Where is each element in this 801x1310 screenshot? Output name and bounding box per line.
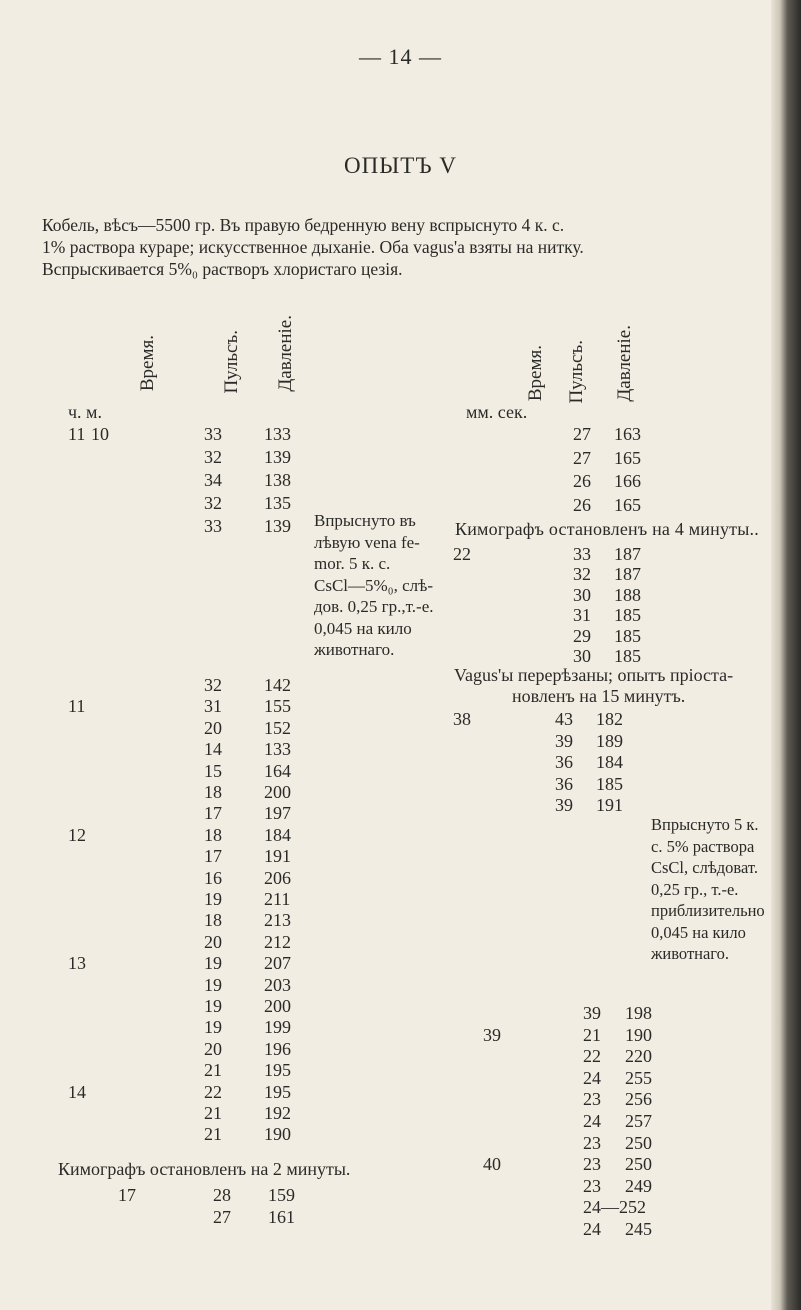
right-header-time: Время. — [525, 345, 546, 402]
pressure-cell: 165 — [614, 447, 641, 468]
pressure-cell: 161 — [268, 1206, 295, 1227]
pressure-cell: 133 — [264, 424, 291, 444]
pressure-cell: 190 — [625, 1024, 652, 1045]
intro-paragraph — [42, 214, 772, 280]
pressure-cell: 250 — [625, 1154, 652, 1175]
pressure-cell: 196 — [264, 1038, 291, 1059]
pressure-cell: 250 — [625, 1132, 652, 1153]
pulse-cell: 21 — [204, 1060, 222, 1081]
pulse-cell: 39 — [555, 795, 573, 815]
pulse-cell: 24—252 — [583, 1197, 646, 1218]
pressure-cell: 165 — [614, 494, 641, 515]
right-units: мм. сек. — [466, 402, 528, 422]
pulse-cell: 19 — [204, 996, 222, 1016]
pressure-cell: 192 — [264, 1103, 291, 1123]
pulse-cell: 18 — [204, 910, 222, 931]
pressure-cell: 213 — [264, 910, 291, 931]
pressure-cell: 206 — [264, 867, 291, 888]
pulse-cell: 24 — [583, 1067, 601, 1088]
pulse-cell: 19 — [204, 953, 222, 974]
pulse-cell: 31 — [204, 696, 222, 717]
pressure-cell: 220 — [625, 1046, 652, 1067]
pressure-cell: 182 — [596, 709, 623, 729]
pulse-cell: 20 — [204, 717, 222, 738]
experiment-heading: ОПЫТЪ V — [344, 153, 457, 178]
pulse-cell: 27 — [573, 447, 591, 468]
pressure-cell: 133 — [264, 739, 291, 760]
pressure-cell: 200 — [264, 782, 291, 802]
hour-cell: 13 — [68, 953, 86, 974]
pulse-cell: 28 — [213, 1185, 231, 1205]
pulse-cell: 17 — [204, 803, 222, 824]
pulse-cell: 16 — [204, 867, 222, 888]
pulse-cell: 43 — [555, 709, 573, 729]
pulse-cell: 26 — [573, 494, 591, 515]
pulse-cell: 20 — [204, 1038, 222, 1059]
vagus-note-line2: новленъ на 15 минутъ. — [512, 686, 686, 706]
pulse-cell: 19 — [204, 974, 222, 995]
pulse-cell: 18 — [204, 824, 222, 845]
pulse-cell: 33 — [573, 544, 591, 564]
pulse-cell: 31 — [573, 605, 591, 626]
pressure-cell: 195 — [264, 1060, 291, 1081]
pulse-cell: 27 — [213, 1206, 231, 1227]
pulse-cell: 32 — [573, 564, 591, 585]
left-header-pulse: Пульсъ. — [221, 330, 242, 394]
pressure-cell: 245 — [625, 1219, 652, 1239]
pulse-cell: 33 — [204, 516, 222, 536]
left-kymograph-note: Кимографъ остановленъ на 2 минуты. — [58, 1159, 351, 1179]
pulse-cell: 29 — [573, 625, 591, 646]
pressure-cell: 138 — [264, 470, 291, 490]
pulse-cell: 14 — [204, 739, 222, 760]
pressure-cell: 166 — [614, 471, 641, 491]
pressure-cell: 152 — [264, 717, 291, 738]
pressure-cell: 197 — [264, 803, 291, 824]
pulse-cell: 30 — [573, 584, 591, 605]
left-injection-note: Впрыснуто въ лѣвую vena fe- mor. 5 к. с. CsCl—5%₀, слѣ- дов. 0,25 гр.,т.-е. 0,045 на кило животнаго. — [314, 511, 434, 659]
pressure-cell: 207 — [264, 953, 291, 974]
hour-cell: 11 — [68, 424, 86, 444]
pulse-cell: 18 — [204, 782, 222, 802]
pulse-cell: 32 — [204, 493, 222, 513]
right-injection-note: Впрыснуто 5 к. с. 5% раствора CsCl, слѣдоват. 0,25 гр., т.-е. приблизительно 0,045 на кило животнаго. — [651, 815, 765, 963]
pulse-cell: 21 — [204, 1124, 222, 1145]
intro-line: 1% раствора кураре; искусственное дыханіе. Оба vagus'а взяты на нитку. — [42, 237, 584, 257]
pulse-cell: 17 — [204, 846, 222, 867]
pulse-cell: 27 — [573, 424, 591, 444]
pulse-cell: 21 — [204, 1103, 222, 1123]
pressure-cell: 184 — [596, 752, 623, 772]
pulse-cell: 32 — [204, 675, 222, 695]
pulse-cell: 21 — [583, 1024, 601, 1045]
pulse-cell: 19 — [204, 1017, 222, 1038]
hour-cell: 40 — [483, 1154, 501, 1175]
pressure-cell: 198 — [625, 1003, 652, 1023]
vagus-note-line1: Vagus'ы перерѣзаны; опытъ пріоста- — [454, 665, 734, 685]
pressure-cell: 163 — [614, 424, 641, 444]
pressure-cell: 191 — [264, 846, 291, 867]
pressure-cell: 203 — [264, 974, 291, 995]
page-number: — 14 — — [359, 44, 442, 69]
pressure-cell: 200 — [264, 996, 291, 1016]
pressure-cell: 257 — [625, 1111, 652, 1131]
pressure-cell: 187 — [614, 544, 641, 564]
left-header-pressure: Давленіе. — [275, 315, 296, 392]
left-units: ч. м. — [68, 402, 102, 422]
pressure-cell: 139 — [264, 516, 291, 536]
pulse-cell: 23 — [583, 1175, 601, 1196]
hour-cell: 22 — [453, 544, 471, 564]
pulse-cell: 22 — [204, 1081, 222, 1102]
pulse-cell: 23 — [583, 1132, 601, 1153]
pulse-cell: 39 — [583, 1003, 601, 1023]
pressure-cell: 191 — [596, 795, 623, 815]
pressure-cell: 185 — [614, 605, 641, 626]
pressure-cell: 184 — [264, 824, 291, 845]
pressure-cell: 185 — [596, 773, 623, 794]
pressure-cell: 212 — [264, 931, 291, 952]
pulse-cell: 20 — [204, 931, 222, 952]
hour-cell: 11 — [68, 696, 86, 717]
pressure-cell: 155 — [264, 696, 291, 717]
pulse-cell: 15 — [204, 760, 222, 781]
pulse-cell: 22 — [583, 1046, 601, 1067]
intro-line: Кобель, вѣсъ—5500 гр. Въ правую бедренную вену вспрыснуто 4 к. с. — [42, 215, 565, 235]
pulse-cell: 24 — [583, 1219, 601, 1239]
pressure-cell: 249 — [625, 1175, 652, 1196]
pressure-cell: 255 — [625, 1067, 652, 1088]
pulse-cell: 39 — [555, 730, 573, 751]
pressure-cell: 135 — [264, 493, 291, 513]
right-header-pulse: Пульсъ. — [566, 340, 587, 404]
pulse-cell: 33 — [204, 424, 222, 444]
page-binding-edge — [771, 0, 801, 1310]
hour-cell: 38 — [453, 709, 471, 729]
right-header-pressure: Давленіе. — [614, 325, 635, 402]
pulse-cell: 19 — [204, 889, 222, 909]
pulse-cell: 30 — [573, 646, 591, 666]
intro-line: Вспрыскивается 5%₀ растворъ хлористаго цезія. — [42, 259, 403, 279]
pulse-cell: 23 — [583, 1154, 601, 1175]
pulse-cell: 34 — [204, 470, 222, 490]
pressure-cell: 139 — [264, 447, 291, 467]
right-kymograph-note: Кимографъ остановленъ на 4 минуты.. — [455, 519, 759, 539]
hour-cell: 14 — [68, 1081, 86, 1102]
pressure-cell: 185 — [614, 646, 641, 666]
hour-cell: 12 — [68, 824, 86, 845]
pressure-cell: 185 — [614, 625, 641, 646]
pulse-cell: 26 — [573, 471, 591, 491]
pressure-cell: 199 — [264, 1017, 291, 1038]
pressure-cell: 256 — [625, 1089, 652, 1110]
pressure-cell: 188 — [614, 584, 641, 605]
pulse-cell: 36 — [555, 773, 573, 794]
left-header-time: Время. — [137, 335, 158, 392]
pressure-cell: 159 — [268, 1185, 295, 1205]
pulse-cell: 24 — [583, 1111, 601, 1131]
pressure-cell: 187 — [614, 564, 641, 585]
pressure-cell: 164 — [264, 760, 291, 781]
pulse-cell: 36 — [555, 752, 573, 772]
pulse-cell: 32 — [204, 447, 222, 467]
minute-cell: 10 — [91, 424, 109, 444]
pressure-cell: 190 — [264, 1124, 291, 1145]
pressure-cell: 189 — [596, 730, 623, 751]
pressure-cell: 195 — [264, 1081, 291, 1102]
hour-cell: 17 — [118, 1185, 136, 1205]
pulse-cell: 23 — [583, 1089, 601, 1110]
hour-cell: 39 — [483, 1024, 501, 1045]
pressure-cell: 142 — [264, 675, 291, 695]
pressure-cell: 211 — [264, 889, 291, 909]
